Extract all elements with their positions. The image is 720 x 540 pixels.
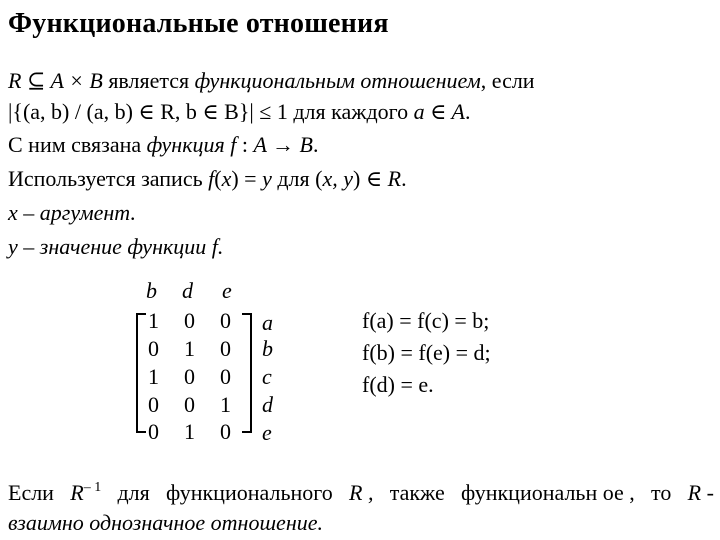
- text-fragment: С ним связана: [8, 132, 147, 157]
- text-fragment: является: [102, 68, 195, 93]
- symbol-x: x: [221, 166, 232, 191]
- definition-line-2: [8, 101, 470, 123]
- matrix-cell: 0: [148, 419, 159, 444]
- symbol-y: y: [262, 166, 272, 191]
- conclusion-line-2: взаимно однозначное отношение.: [8, 510, 323, 535]
- definition-line-1: [8, 70, 535, 92]
- symbol-r: R: [70, 480, 84, 505]
- cardinality-condition: |{(a, b) / (a, b) ∈ R, b ∈ B}| ≤ 1 для каждого: [8, 99, 414, 124]
- relation-expression: R ⊆ A × B: [8, 68, 103, 93]
- text-word: Если: [8, 480, 54, 505]
- text-word: для: [117, 480, 150, 505]
- matrix-row-label: a: [262, 310, 273, 335]
- conclusion-line-1: [8, 480, 714, 506]
- matrix-cell: 1: [184, 336, 195, 361]
- text-fragment: (: [214, 166, 222, 191]
- matrix-cell: 0: [220, 308, 231, 333]
- matrix-cell: 1: [148, 364, 159, 389]
- text-word: также: [389, 480, 445, 505]
- term-function: функция f: [146, 132, 237, 157]
- text-fragment: , если: [480, 68, 535, 93]
- matrix-cell: 1: [184, 419, 195, 444]
- matrix-cell: 0: [184, 392, 195, 417]
- notation-line: [8, 168, 407, 190]
- equation-1: f(a) = f(c) = b;: [362, 308, 490, 333]
- matrix-cell: 0: [184, 308, 195, 333]
- mapping-expression: A → B: [253, 132, 313, 157]
- matrix-cell: 1: [148, 308, 159, 333]
- text-word: функциональн ое ,: [461, 480, 635, 505]
- text-word: то: [651, 480, 672, 505]
- text-word: функционального: [166, 480, 333, 505]
- text-fragment: Используется запись: [8, 166, 209, 191]
- quantifier-expression: a ∈ A: [413, 99, 465, 124]
- matrix-cell: 1: [220, 392, 231, 417]
- matrix-cell: 0: [220, 364, 231, 389]
- value-line: y – значение функции f.: [8, 234, 224, 259]
- inverse-superscript: – 1: [83, 480, 102, 495]
- slide-title: Функциональные отношения: [8, 8, 389, 39]
- matrix-cell: 0: [220, 336, 231, 361]
- matrix-right-bracket: [242, 313, 252, 433]
- matrix-col-header: e: [222, 278, 232, 303]
- equation-3: f(d) = e.: [362, 372, 434, 397]
- text-fragment: .: [401, 166, 407, 191]
- matrix-cell: 0: [184, 364, 195, 389]
- matrix-row-label: b: [262, 336, 273, 361]
- matrix-col-header: d: [182, 278, 193, 303]
- text-fragment: .: [464, 99, 471, 124]
- text-fragment: :: [236, 132, 254, 157]
- matrix-cell: 0: [148, 392, 159, 417]
- matrix-row-label: d: [262, 392, 273, 417]
- relation-matrix: [138, 280, 298, 450]
- term-functional-relation: функциональным отношением: [194, 68, 481, 93]
- argument-line: x – аргумент.: [8, 200, 136, 225]
- matrix-cell: 0: [148, 336, 159, 361]
- equation-2: f(b) = f(e) = d;: [362, 340, 491, 365]
- symbol-r: R -: [687, 480, 714, 505]
- pair-xy: x, y: [322, 166, 354, 191]
- matrix-row-label: c: [262, 364, 272, 389]
- matrix-left-bracket: [136, 313, 146, 433]
- text-fragment: .: [312, 132, 319, 157]
- inverse-relation: [70, 480, 101, 506]
- matrix-row-label: e: [262, 420, 272, 445]
- text-fragment: ) ∈: [353, 166, 388, 191]
- text-fragment: для (: [271, 166, 323, 191]
- symbol-r: R: [387, 166, 402, 191]
- matrix-col-header: b: [146, 278, 157, 303]
- symbol-r: R ,: [349, 480, 374, 505]
- function-line: [8, 134, 318, 156]
- text-fragment: ) =: [231, 166, 263, 191]
- matrix-cell: 0: [220, 419, 231, 444]
- symbol-f: f: [208, 166, 215, 191]
